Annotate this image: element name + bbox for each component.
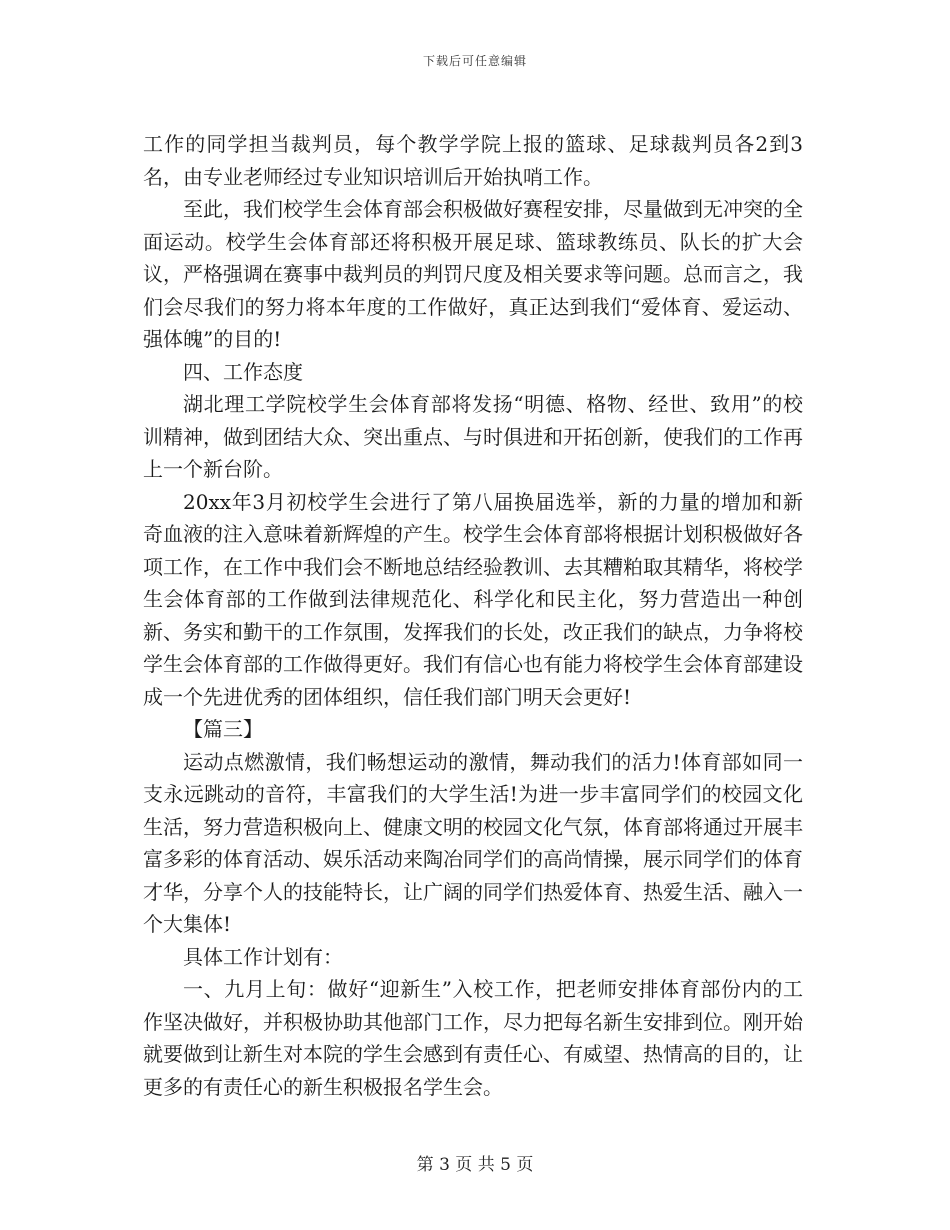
paragraph-2: 至此，我们校学生会体育部会积极做好赛程安排，尽量做到无冲突的全面运动。校学生会体育部还将积极开展足球、篮球教练员、队长的扩大会议，严格强调在赛事中裁判员的判罚尺度及相关要求等问题。总而言之，我们会尽我们的努力将本年度的工作做好，真正达到我们“爱体育、爱运动、强体魄”的目的!	[143, 197, 803, 351]
page-number: 第 3 页 共 5 页	[416, 1155, 534, 1175]
paragraph-6: 具体工作计划有：	[183, 944, 343, 969]
paragraph-3: 湖北理工学院校学生会体育部将发扬“明德、格物、经世、致用”的校训精神，做到团结大众、突出重点、与时俱进和开拓创新，使我们的工作再上一个新台阶。	[143, 392, 803, 481]
paragraph-7: 一、九月上旬：做好“迎新生”入校工作，把老师安排体育部份内的工作坚决做好，并积极协助其他部门工作，尽力把每名新生安排到位。刚开始就要做到让新生对本院的学生会感到有责任心、有威望、热情高的目的，让更多的有责任心的新生积极报名学生会。	[143, 977, 803, 1099]
paragraph-1: 工作的同学担当裁判员，每个教学学院上报的篮球、足球裁判员各2到3名，由专业老师经过专业知识培训后开始执哨工作。	[143, 132, 803, 189]
section-heading-work-attitude: 四、工作态度	[183, 359, 303, 384]
paragraph-4: 20xx年3月初校学生会进行了第八届换届选举，新的力量的增加和新奇血液的注入意味着新辉煌的产生。校学生会体育部将根据计划积极做好各项工作，在工作中我们会不断地总结经验教训、去其糟粕取其精华，将校学生会体育部的工作做到法律规范化、科学化和民主化，努力营造出一种创新、务实和勤干的工作氛围，发挥我们的长处，改正我们的缺点，力争将校学生会体育部的工作做得更好。我们有信心也有能力将校学生会体育部建设成一个先进优秀的团体组织，信任我们部门明天会更好!	[143, 489, 803, 709]
page-header: 下载后可任意编辑	[422, 54, 527, 68]
paragraph-5: 运动点燃激情，我们畅想运动的激情，舞动我们的活力!体育部如同一支永远跳动的音符，丰富我们的大学生活!为进一步丰富同学们的校园文化生活，努力营造积极向上、健康文明的校园文化气氛，体育部将通过开展丰富多彩的体育活动、娱乐活动来陶冶同学们的高尚情操，展示同学们的体育才华，分享个人的技能特长，让广阔的同学们热爱体育、热爱生活、融入一个大集体!	[143, 749, 803, 936]
section-heading-part-three: 【篇三】	[183, 717, 263, 741]
document-body	[143, 128, 803, 1103]
